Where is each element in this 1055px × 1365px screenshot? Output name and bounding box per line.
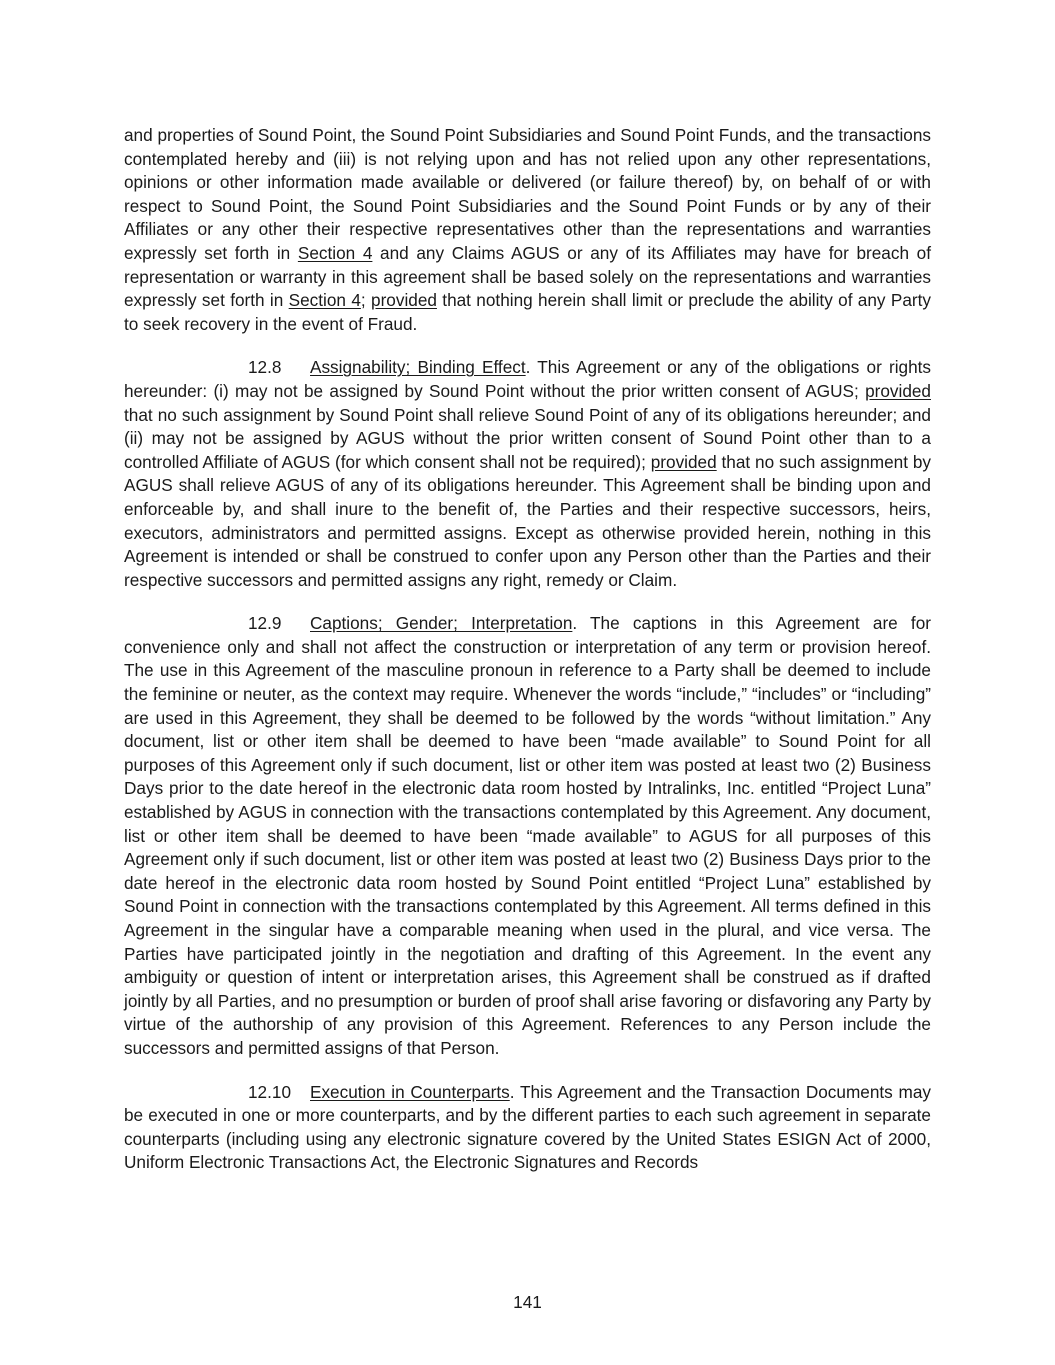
section-heading: Captions; Gender; Interpretation (310, 613, 573, 634)
text-run: that nothing herein shall limit or preclude the ability of any Party to seek recovery in the event of Fraud. (124, 290, 931, 334)
text-run: ; (360, 290, 372, 311)
section-number: 12.8 (248, 357, 282, 378)
text-run: . This Agreement or any of the obligations or rights hereunder: (i) may not be assigned by Sound Point without the prior written consent of AGUS; (124, 357, 932, 401)
section-12-8-paragraph (124, 356, 931, 592)
section-4-reference: Section 4 (297, 242, 373, 263)
provided-term: provided (371, 290, 437, 311)
text-run: . This Agreement and the Transaction Documents may be executed in one or more counterparts, and by the different parties to each such agreement in separate counterparts (including using any electronic signature covered by the United States ESIGN Act of 2000, Uniform Electronic Transactions Act, the Electronic Signatures and Records (124, 1081, 931, 1173)
text-run: that no such assignment by AGUS shall relieve AGUS of any of its obligations hereunder. This Agreement shall be binding upon and enforceable by, and shall inure to the benefit of, the Parties and their respective successors, heirs, executors, administrators and permitted assigns. Except as otherwise provided herein, nothing in this Agreement is intended or shall be construed to confer upon any Person other than the Parties and their respective successors and permitted assigns any right, remedy or Claim. (124, 451, 931, 590)
page-number: 141 (513, 1292, 542, 1312)
section-4-reference: Section 4 (288, 290, 361, 311)
text-run: that no such assignment by Sound Point shall relieve Sound Point of any of its obligations hereunder; and (ii) may not be assigned by AGUS without the prior written consent of Sound Point other than to a controlled Affiliate of AGUS (for which consent shall not be required); (124, 404, 931, 472)
section-12-9-paragraph (124, 612, 931, 1060)
document-page (124, 124, 931, 1195)
section-number: 12.10 (248, 1081, 292, 1102)
section-heading: Execution in Counterparts (310, 1081, 510, 1102)
section-heading: Assignability; Binding Effect (310, 357, 526, 378)
text-run: and any Claims AGUS or any of its Affiliates may have for breach of representation or warranty in this agreement shall be based solely on the representations and warranties expressly set forth in (124, 242, 931, 311)
provided-term: provided (650, 451, 717, 472)
text-run: and properties of Sound Point, the Sound Point Subsidiaries and Sound Point Funds, and the transactions contemplated hereby and (iii) is not relying upon and has not relied upon any other representations, opinions or other information made available or delivered (or failure thereof) by, on behalf of or with respect to Sound Point, the Sound Point Subsidiaries and the Sound Point Funds or by any of their Affiliates or any other their respective representatives other than the representations and warranties expressly set forth in (124, 125, 931, 263)
provided-term: provided (865, 380, 931, 401)
text-run: . The captions in this Agreement are for convenience only and shall not affect the construction or interpretation of any term or provision hereof. The use in this Agreement of the masculine pronoun in reference to a Party shall be deemed to include the feminine or neuter, as the context may require. Whenever the words “include,” “includes” or “including” are used in this Agreement, they shall be deemed to be followed by the words “without limitation.” Any document, list or other item shall be deemed to have been “made available” to Sound Point for all purposes of this Agreement only if such document, list or other item was posted at least two (2) Business Days prior to the date hereof in the electronic data room hosted by Intralinks, Inc. entitled “Project Luna” established by AGUS in connection with the transactions contemplated by this Agreement. Any document, list or other item shall be deemed to have been “made available” to AGUS for all purposes of this Agreement only if such document, list or other item was posted at least two (2) Business Days prior to the date hereof in the electronic data room hosted by Sound Point entitled “Project Luna” established by Sound Point in connection with the transactions contemplated by this Agreement. All terms defined in this Agreement in the singular have a comparable meaning when used in the plural, and vice versa. The Parties have participated jointly in the negotiation and drafting of this Agreement. In the event any ambiguity or question of intent or interpretation arises, this Agreement shall be construed as if drafted jointly by all Parties, and no presumption or burden of proof shall arise favoring or disfavoring any Party by virtue of the authorship of any provision of this Agreement. References to any Person include the successors and permitted assigns of that Person. (124, 613, 931, 1058)
section-number: 12.9 (248, 613, 282, 634)
section-12-10-paragraph (124, 1081, 931, 1175)
continuation-paragraph (124, 124, 931, 336)
